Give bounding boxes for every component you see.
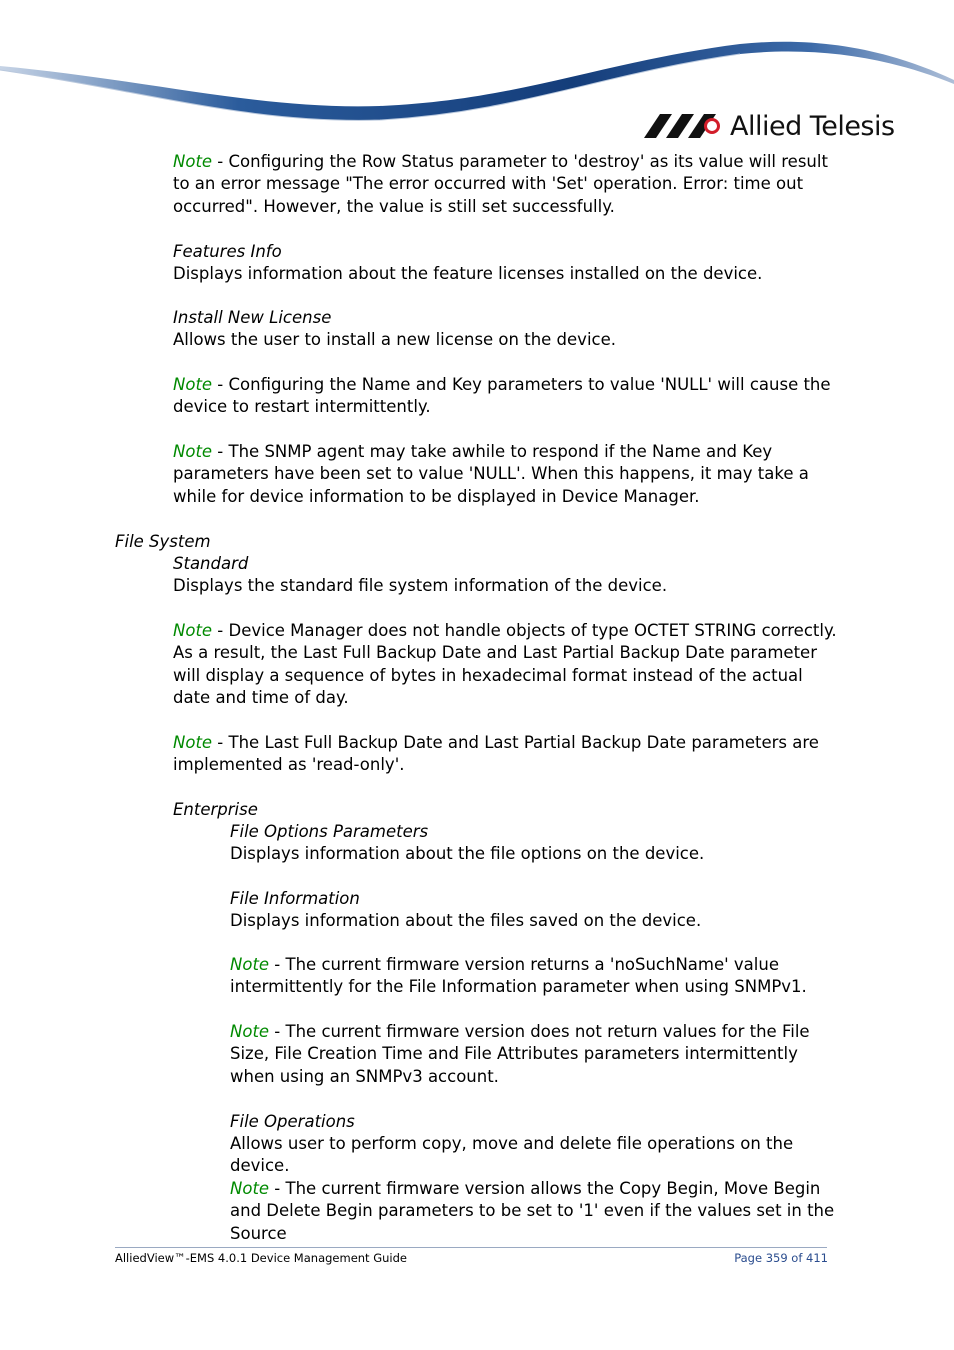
- note-text: - The current firmware version allows the Copy Begin, Move Begin and Delete Begin parameters to be set to '1' even if the values set in the Source: [230, 1179, 835, 1243]
- heading-standard: Standard: [173, 554, 249, 573]
- note-label: Note: [173, 733, 213, 752]
- note-label: Note: [173, 152, 213, 171]
- heading-file-operations: File Operations: [230, 1112, 355, 1131]
- logo-text: Allied Telesis: [730, 110, 895, 142]
- note-label: Note: [230, 1022, 270, 1041]
- note-text: - The current firmware version does not return values for the File Size, File Creation Time and File Attributes parameters intermittently when using an SNMPv3 account.: [230, 1022, 810, 1086]
- note-label: Note: [173, 375, 213, 394]
- text-file-operations: Allows user to perform copy, move and delete file operations on the device.: [230, 1134, 794, 1176]
- heading-features-info: Features Info: [173, 242, 282, 261]
- heading-enterprise: Enterprise: [173, 800, 258, 819]
- note-name-key-null: [173, 374, 843, 419]
- note-row-status: [173, 151, 843, 218]
- footer-page-number: Page 359 of 411: [734, 1251, 828, 1265]
- note-label: Note: [230, 1179, 270, 1198]
- note-nosuchname: [230, 954, 840, 999]
- heading-file-options-parameters: File Options Parameters: [230, 822, 429, 841]
- heading-install-new-license: Install New License: [173, 308, 332, 327]
- text-install-new-license: Allows the user to install a new license on the device.: [173, 330, 616, 349]
- note-text: - The SNMP agent may take awhile to respond if the Name and Key parameters have been set to value 'NULL'. When this happens, it may take a while for device information to be displayed in Device Manager.: [173, 442, 809, 506]
- footer-guide-title: AlliedView™-EMS 4.0.1 Device Management Guide: [115, 1251, 407, 1265]
- note-text: - Configuring the Row Status parameter to 'destroy' as its value will result to an error message "The error occurred with 'Set' operation. Error: time out occurred". However, the value is still set successfully.: [173, 152, 828, 216]
- note-label: Note: [173, 621, 213, 640]
- note-read-only: [173, 732, 843, 777]
- text-standard: Displays the standard file system information of the device.: [173, 576, 668, 595]
- text-file-information: Displays information about the files saved on the device.: [230, 911, 702, 930]
- note-text: - Device Manager does not handle objects of type OCTET STRING correctly. As a result, the Last Full Backup Date and Last Partial Backup Date parameter will display a sequence of bytes in hexadecimal format instead of the actual date and time of day.: [173, 621, 837, 707]
- note-text: - The Last Full Backup Date and Last Partial Backup Date parameters are implemented as 'read-only'.: [173, 733, 819, 775]
- footer-rule: [115, 1247, 827, 1248]
- note-text: - Configuring the Name and Key parameters to value 'NULL' will cause the device to restart intermittently.: [173, 375, 831, 417]
- note-label: Note: [173, 442, 213, 461]
- heading-file-system: File System: [115, 532, 211, 551]
- text-file-options-parameters: Displays information about the file options on the device.: [230, 844, 705, 863]
- note-text: - The current firmware version returns a 'noSuchName' value intermittently for the File Information parameter when using SNMPv1.: [230, 955, 807, 997]
- note-copy-begin: [230, 1178, 840, 1245]
- heading-file-information: File Information: [230, 889, 360, 908]
- note-label: Note: [230, 955, 270, 974]
- allied-telesis-logo: [644, 108, 895, 144]
- logo-mark-icon: [644, 113, 724, 139]
- note-octet-string: [173, 620, 843, 709]
- text-features-info: Displays information about the feature licenses installed on the device.: [173, 264, 763, 283]
- note-file-size: [230, 1021, 840, 1088]
- note-snmp-agent: [173, 441, 843, 508]
